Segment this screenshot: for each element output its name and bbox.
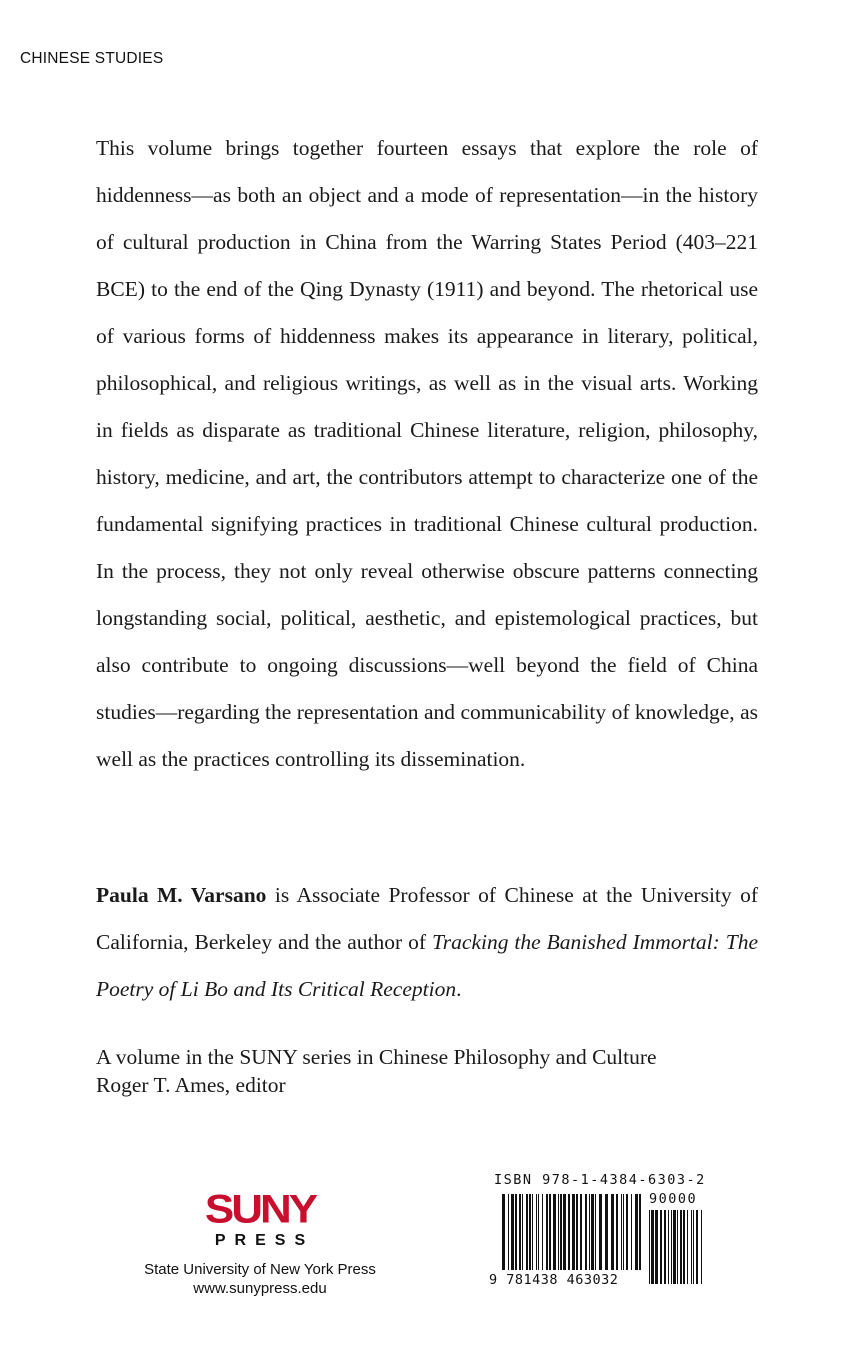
barcode-bar [623,1194,624,1270]
barcode-bar [683,1210,685,1284]
series-info [96,1043,776,1099]
barcode-bar [626,1194,628,1270]
isbn-barcode [484,1172,729,1290]
author-bio-text: is Associate Professor of Chinese at the University of California, Berkeley and the author of [96,883,758,954]
barcode-bar [649,1210,650,1284]
barcode-bar [639,1194,641,1270]
barcode-bar [585,1194,587,1270]
barcode-bar [599,1194,602,1270]
barcode-bar [595,1194,596,1270]
barcode-bar [508,1194,509,1270]
barcode-bar [660,1210,662,1284]
barcode-bar [680,1210,682,1284]
publisher-logo-block [120,1188,400,1298]
barcode-bar [616,1194,618,1270]
barcode-digits: 9 781438 463032 [489,1272,619,1288]
barcode-bar [591,1194,594,1270]
barcode-bar [526,1194,528,1270]
barcode-bar [536,1194,537,1270]
barcode-bar [563,1194,566,1270]
barcode-bar [687,1210,688,1284]
barcode-bar [677,1210,678,1284]
barcode-bar [558,1194,559,1270]
author-bio [96,872,758,1013]
barcode-bar [511,1194,514,1270]
barcode-bar [621,1194,622,1270]
press-wordmark: PRESS [214,1232,315,1249]
barcode-bar [568,1194,570,1270]
barcode-bar [529,1194,531,1270]
category-label: CHINESE STUDIES [20,50,164,67]
barcode-bar [515,1194,517,1270]
barcode-bar [542,1194,543,1270]
barcode-bar [655,1210,658,1284]
book-description: This volume brings together fourteen essays that explore the role of hiddenness—as both an object and a mode of representation—in the history of cultural production in China from the Warring States Period (403–221 BCE) to the end of the Qing Dynasty (1911) and beyond. The rhetorical use of various forms of hiddenness makes its appearance in literary, political, philosophical, and religious writings, as well as in the visual arts. Working in fields as disparate as traditional Chinese literature, religion, philosophy, history, medicine, and art, the contributors attempt to characterize one of the fundamental signifying practices in traditional Chinese cultural production. In the process, they not only reveal otherwise obscure patterns connecting longstanding social, political, aesthetic, and epistemological practices, but also contribute to ongoing discussions—well beyond the field of China studies—regarding the representation and communicability of knowledge, as well as the practices controlling its dissemination. [96,136,758,771]
barcode-bar [538,1194,539,1270]
series-line: A volume in the SUNY series in Chinese Philosophy and Culture [96,1045,657,1069]
publisher-url: www.sunypress.edu [193,1280,327,1297]
barcode-bar [553,1194,556,1270]
barcode-bar [701,1210,702,1284]
series-editor: Roger T. Ames, editor [96,1073,286,1097]
suny-logo: SUNY [204,1187,316,1232]
barcode-bar [664,1210,666,1284]
barcode-bar [532,1194,533,1270]
barcode-bar [605,1194,608,1270]
barcode-bar [668,1210,669,1284]
barcode-bar [576,1194,578,1270]
barcode-bar [549,1194,551,1270]
author-bio-end: . [456,977,462,1001]
barcode-bar [519,1194,521,1270]
author-book-title: Tracking the Banished Immortal: The Poetry of Li Bo and Its Critical Reception [96,930,758,1001]
barcode-bar [696,1210,698,1284]
barcode-bar [560,1194,562,1270]
barcode-bar [691,1210,692,1284]
barcode-bar [671,1210,672,1284]
barcode-bar [635,1194,638,1270]
barcode-bar [502,1194,505,1270]
barcode-bar [631,1194,632,1270]
barcode-bar [572,1194,575,1270]
barcode-bar [611,1194,614,1270]
barcode-bar [580,1194,582,1270]
barcode-bar [693,1210,694,1284]
author-name: Paula M. Varsano [96,883,267,907]
price-addon-code: 90000 [649,1191,698,1207]
barcode-bar [673,1210,676,1284]
publisher-name: State University of New York Press [144,1261,376,1278]
barcode-bar [546,1194,548,1270]
isbn-number: ISBN 978-1-4384-6303-2 [494,1172,706,1188]
barcode-bar [522,1194,523,1270]
barcode-bar [651,1210,654,1284]
barcode-bar [589,1194,590,1270]
